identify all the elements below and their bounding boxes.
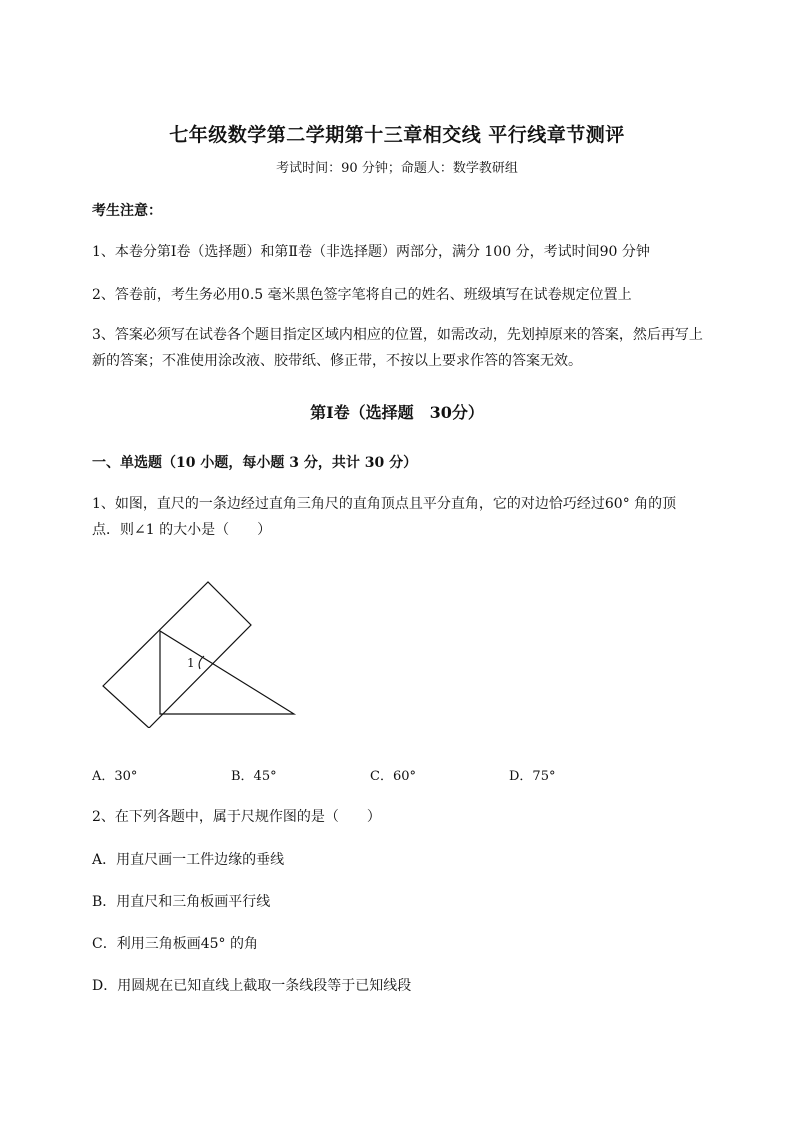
q1-option-b[interactable]: B．45° <box>231 769 277 784</box>
notice-item-1: 1、本卷分第Ⅰ卷（选择题）和第Ⅱ卷（非选择题）两部分，满分 100 分，考试时间90 分钟 <box>92 244 650 260</box>
page-title: 七年级数学第二学期第十三章相交线 平行线章节测评 <box>169 124 625 146</box>
section-title: 第Ⅰ卷（选择题 30分） <box>310 403 484 422</box>
q1-option-d[interactable]: D．75° <box>509 769 556 784</box>
angle-label: 1 <box>187 656 195 670</box>
q1-stem-line-2: 点．则∠1 的大小是（ ） <box>92 522 272 538</box>
q1-option-a[interactable]: A．30° <box>92 769 138 784</box>
q2-option-b[interactable]: B．用直尺和三角板画平行线 <box>92 894 271 910</box>
exam-info: 考试时间：90 分钟；命题人：数学教研组 <box>276 161 518 176</box>
q2-option-d[interactable]: D．用圆规在已知直线上截取一条线段等于已知线段 <box>92 978 412 994</box>
notice-item-2: 2、答卷前，考生务必用0.5 毫米黑色签字笔将自己的姓名、班级填写在试卷规定位置上 <box>92 287 632 303</box>
q2-option-c[interactable]: C．利用三角板画45° 的角 <box>92 936 258 952</box>
notice-heading: 考生注意： <box>92 203 162 219</box>
q1-option-c[interactable]: C．60° <box>370 769 416 784</box>
q2-stem: 2、在下列各题中，属于尺规作图的是（ ） <box>92 809 381 825</box>
q1-stem-line-1: 1、如图，直尺的一条边经过直角三角尺的直角顶点且平分直角，它的对边恰巧经过60° 角的顶 <box>92 496 677 512</box>
notice-item-3: 3、答案必须写在试卷各个题目指定区域内相应的位置，如需改动，先划掉原来的答案，然后再写上新的答案；不准使用涂改液、胶带纸、修正带，不按以上要求作答的答案无效。 <box>92 327 703 369</box>
ruler-triangle-figure <box>96 576 302 728</box>
part-heading: 一、单选题（10 小题，每小题 3 分，共计 30 分） <box>92 455 418 471</box>
ruler-shape <box>103 582 251 728</box>
set-square-shape <box>160 631 294 714</box>
q2-option-a[interactable]: A．用直尺画一工件边缘的垂线 <box>92 852 285 868</box>
